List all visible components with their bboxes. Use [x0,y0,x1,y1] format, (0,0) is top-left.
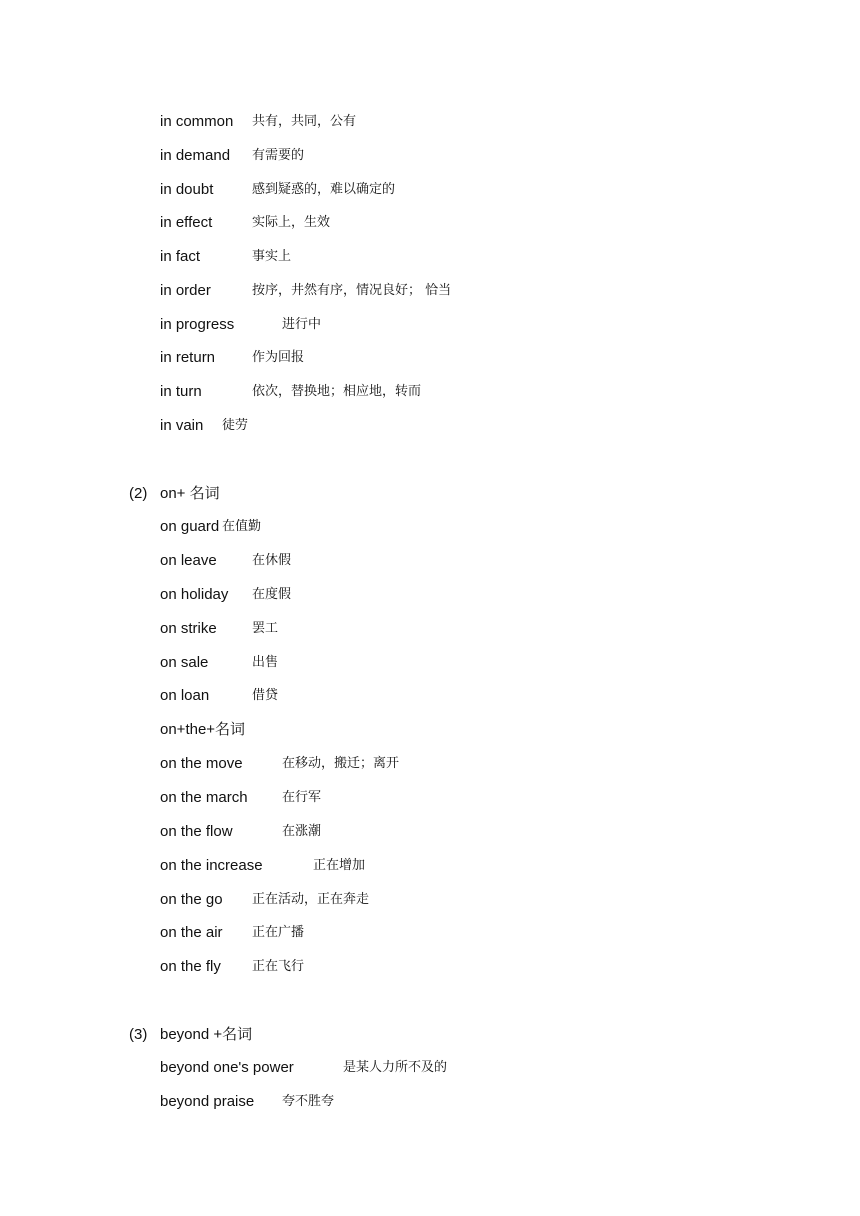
meaning: 在值勤 [222,519,262,534]
phrase: on the go [160,891,223,908]
meaning: 作为回报 [252,350,305,365]
meaning: 事实上 [252,249,292,264]
meaning: 出售 [252,655,279,670]
meaning: 借贷 [252,688,279,703]
meaning: 正在增加 [313,858,366,873]
phrase: on+the+名词 [160,721,246,738]
phrase: on the air [160,924,223,941]
meaning: 徒劳 [222,418,249,433]
phrase: in fact [160,248,201,265]
meaning: 罢工 [252,621,279,636]
phrase: beyond one's power [160,1059,294,1076]
phrase: in progress [160,316,235,333]
phrase: on leave [160,552,217,569]
section-number: (3) [129,1026,148,1043]
meaning: 夸不胜夸 [282,1094,335,1109]
phrase: in order [160,282,211,299]
meaning: 按序，井然有序，情况良好； 恰当 [252,283,452,298]
phrase: on the move [160,755,243,772]
meaning: 依次，替换地；相应地，转而 [252,384,422,399]
phrase: in demand [160,147,231,164]
meaning: 正在广播 [252,925,305,940]
meaning: 在度假 [252,587,292,602]
phrase: on guard [160,518,220,535]
meaning: 在涨潮 [282,824,322,839]
phrase: on the fly [160,958,221,975]
phrase: on the flow [160,823,233,840]
phrase: on sale [160,654,209,671]
section-number: (2) [129,485,148,502]
phrase: in effect [160,214,213,231]
phrase: on the increase [160,857,263,874]
phrase: on loan [160,687,210,704]
phrase: in doubt [160,181,214,198]
section-title: on+ 名词 [160,485,220,502]
phrase: on strike [160,620,217,637]
meaning: 在休假 [252,553,292,568]
meaning: 共有，共同，公有 [252,114,357,129]
meaning: 进行中 [282,317,322,332]
meaning: 是某人力所不及的 [343,1060,448,1075]
phrase: beyond praise [160,1093,255,1110]
meaning: 正在活动，正在奔走 [252,892,370,907]
phrase: in vain [160,417,204,434]
meaning: 在行军 [282,790,322,805]
meaning: 有需要的 [252,148,305,163]
phrase: on holiday [160,586,229,603]
phrase: in common [160,113,234,130]
meaning: 实际上，生效 [252,215,331,230]
phrase: on the march [160,789,248,806]
phrase: in return [160,349,216,366]
phrase: in turn [160,383,202,400]
meaning: 在移动，搬迁；离开 [282,756,400,771]
meaning: 感到疑惑的，难以确定的 [252,182,396,197]
section-title: beyond +名词 [160,1026,253,1043]
meaning: 正在飞行 [252,959,305,974]
